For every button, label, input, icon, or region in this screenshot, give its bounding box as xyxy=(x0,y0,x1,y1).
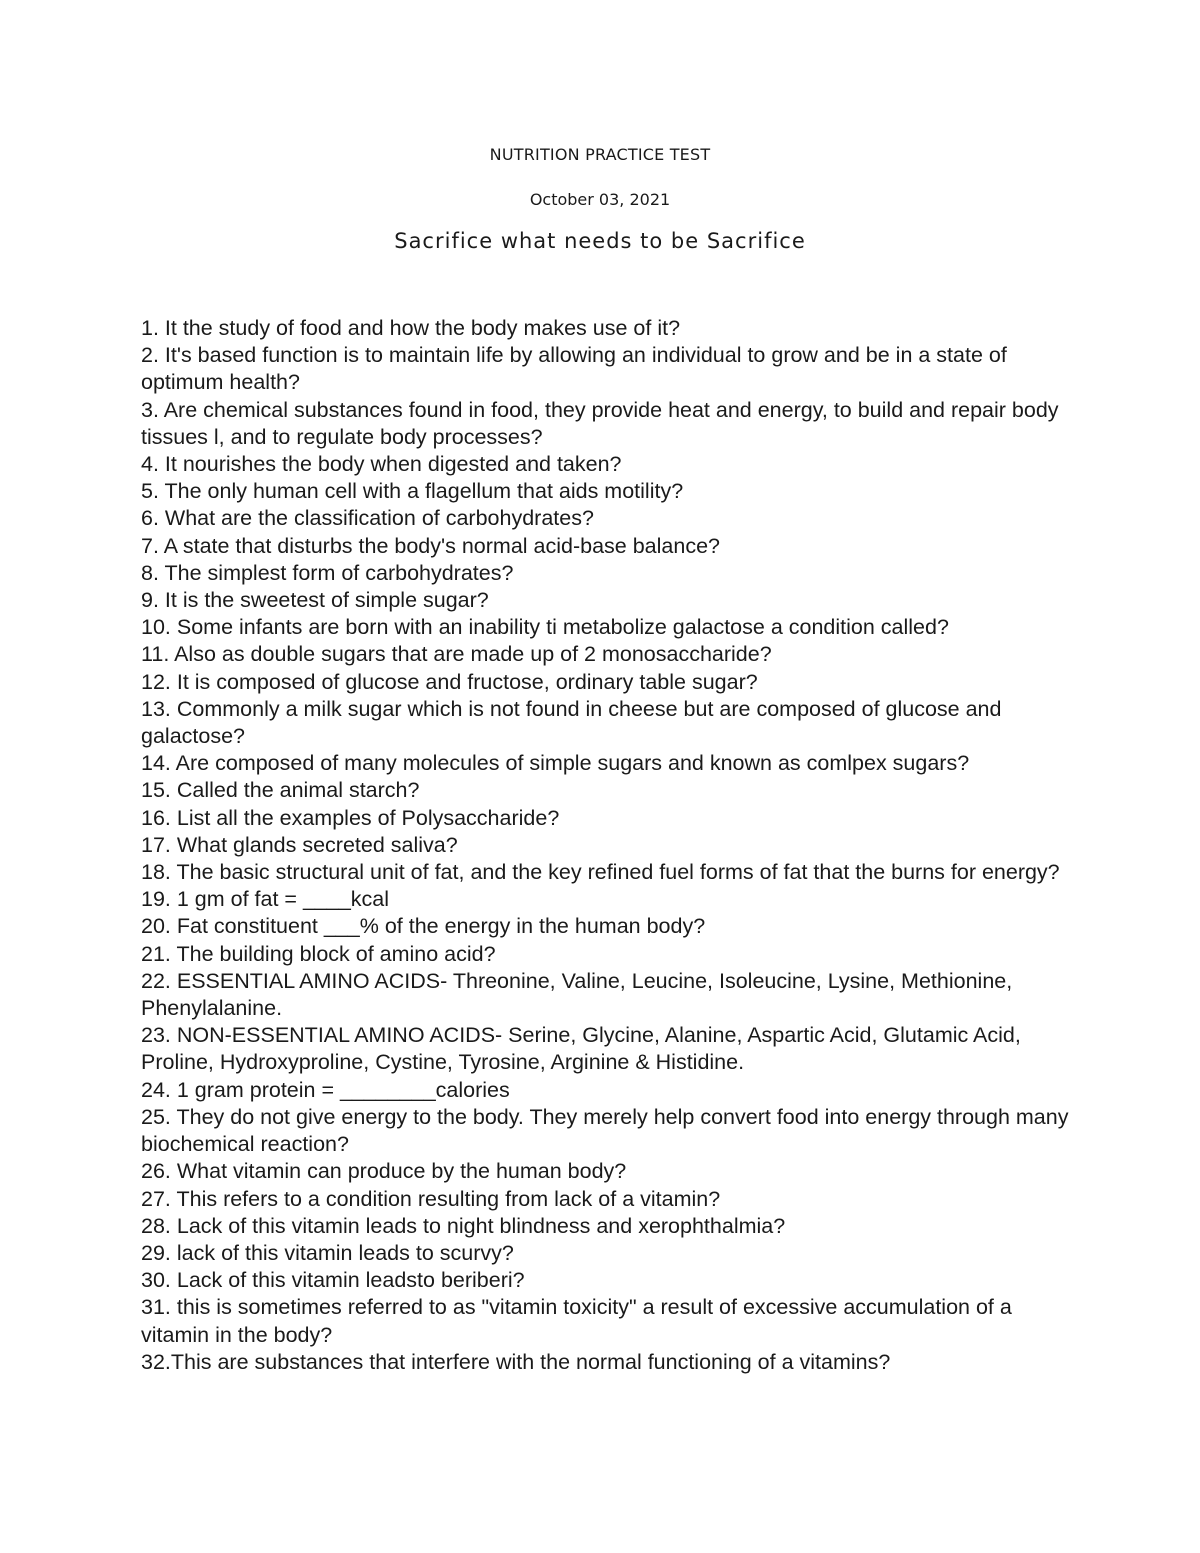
question-item: 14. Are composed of many molecules of simple sugars and known as comlpex sugars? xyxy=(141,751,970,776)
question-item: 32.This are substances that interfere with the normal functioning of a vitamins? xyxy=(141,1349,891,1374)
question-item: 6. What are the classification of carbohydrates? xyxy=(141,506,594,531)
question-item: 23. NON-ESSENTIAL AMINO ACIDS- Serine, Glycine, Alanine, Aspartic Acid, Glutamic Acid, Proline, Hydroxyproline, Cystine, Tyrosine, Arginine & Histidine. xyxy=(141,1023,1021,1075)
question-item: 9. It is the sweetest of simple sugar? xyxy=(141,588,489,613)
question-item: 8. The simplest form of carbohydrates? xyxy=(141,560,514,585)
document-title: NUTRITION PRACTICE TEST xyxy=(489,145,711,164)
document-date: October 03, 2021 xyxy=(529,190,671,209)
question-item: 12. It is composed of glucose and fructose, ordinary table sugar? xyxy=(141,669,758,694)
question-item: 1. It the study of food and how the body makes use of it? xyxy=(141,316,681,340)
question-item: 16. List all the examples of Polysaccharide? xyxy=(141,805,560,830)
question-item: 30. Lack of this vitamin leadsto beriberi? xyxy=(141,1268,525,1293)
question-list xyxy=(141,315,1071,1376)
question-item: 20. Fat constituent ___% of the energy in the human body? xyxy=(141,914,706,939)
question-item: 7. A state that disturbs the body's normal acid-base balance? xyxy=(141,533,720,558)
question-item: 4. It nourishes the body when digested and taken? xyxy=(141,452,622,477)
question-item: 25. They do not give energy to the body. They merely help convert food into energy through many biochemical reaction? xyxy=(141,1104,1069,1157)
question-item: 17. What glands secreted saliva? xyxy=(141,832,458,857)
question-item: 29. lack of this vitamin leads to scurvy? xyxy=(141,1240,514,1265)
question-item: 13. Commonly a milk sugar which is not found in cheese but are composed of glucose and galactose? xyxy=(141,696,1002,749)
question-item: 2. It's based function is to maintain life by allowing an individual to grow and be in a state of optimum health? xyxy=(141,343,1007,395)
question-item: 28. Lack of this vitamin leads to night blindness and xerophthalmia? xyxy=(141,1213,786,1238)
question-item: 24. 1 gram protein = ________calories xyxy=(141,1077,510,1102)
question-item: 19. 1 gm of fat = ____kcal xyxy=(141,887,390,912)
question-item: 31. this is sometimes referred to as "vitamin toxicity" a result of excessive accumulation of a vitamin in the body? xyxy=(141,1295,1012,1347)
question-item: 21. The building block of amino acid? xyxy=(141,941,496,966)
question-item: 15. Called the animal starch? xyxy=(141,778,420,803)
question-item: 10. Some infants are born with an inability ti metabolize galactose a condition called? xyxy=(141,615,949,640)
question-item: 26. What vitamin can produce by the human body? xyxy=(141,1159,627,1184)
question-item: 5. The only human cell with a flagellum that aids motility? xyxy=(141,479,684,504)
question-item: 18. The basic structural unit of fat, and the key refined fuel forms of fat that the burns for energy? xyxy=(141,860,1060,885)
question-item: 3. Are chemical substances found in food, they provide heat and energy, to build and repair body tissues l, and to regulate body processes? xyxy=(141,397,1059,449)
document-motto: Sacrifice what needs to be Sacrifice xyxy=(394,229,806,253)
question-item: 11. Also as double sugars that are made up of 2 monosaccharide? xyxy=(141,642,772,667)
question-item: 22. ESSENTIAL AMINO ACIDS- Threonine, Valine, Leucine, Isoleucine, Lysine, Methionine, Phenylalanine. xyxy=(141,968,1013,1021)
question-item: 27. This refers to a condition resulting from lack of a vitamin? xyxy=(141,1186,721,1211)
